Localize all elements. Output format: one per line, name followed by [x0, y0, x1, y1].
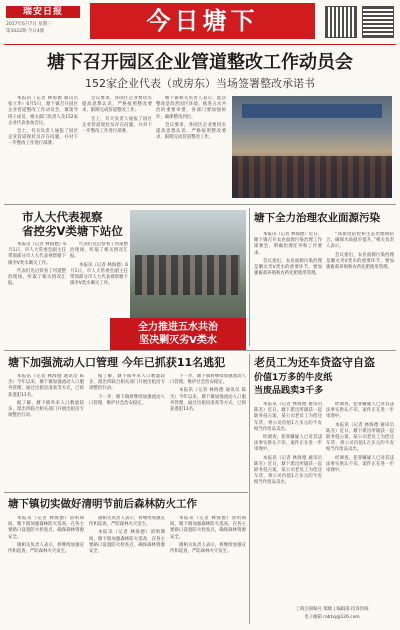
elderly-paragraph: 经调查，犯罪嫌疑人已对其违法事实供认不讳，案件正在进一步审理中。	[254, 435, 322, 453]
agri-paragraph: 会议指出，农业面源污染治理是剿灭劣Ⅴ类水的重要环节，要加强畜禽养殖和农药化肥使用管理。	[326, 252, 394, 271]
slogan-line: 坚决剿灭劣Ⅴ类水	[139, 335, 217, 346]
lead-paragraph: 会上，有关负责人通报了园区企业管道现状及存在问题，并对下一步整改工作进行部署。	[8, 129, 78, 147]
population-column-3	[170, 374, 246, 488]
population-column-2	[89, 374, 165, 488]
forest-column-2	[89, 516, 165, 622]
forest-column-1	[8, 516, 84, 622]
population-paragraph: 本报讯（记者 林海德 通讯员 陈杰）今年以来，塘下镇加强流动人口服务管理，通过出租房清查等方式，已抓获逃犯11名。	[170, 388, 246, 413]
lead-column-1	[8, 96, 78, 198]
npc-column-1	[8, 242, 66, 344]
forest-paragraph: 本报讯（记者 林海德）清明期间，塘下镇加强森林防火巡查，在各主要路口设置防火检查点，确保森林资源安全。	[170, 516, 246, 540]
column-divider	[249, 354, 250, 624]
slogan-line: 全力推进五水共治	[138, 322, 218, 333]
qr-code-icon	[325, 6, 357, 38]
forest-paragraph: 镇相关负责人表示，将继续加强宣传和巡查，严防森林火灾发生。	[89, 516, 165, 528]
footer-contact: 工商注册编号 瑞塘 | 编辑部 投诉热线	[295, 607, 369, 612]
elderly-paragraph: 本报讯（记者 林海德 通讯员 陈杰）近日，塘下派出所破获一起职务侵占案，某公司老员工为偿还车贷，将公司价值1万多元的牛皮纸当作废品卖出。	[254, 402, 322, 432]
npc-paragraph: 本报讯（记者 林海德）6月1日，市人大常委会副主任带领部分市人大代表视察塘下镇劣Ⅴ类水剿灭工作。	[70, 262, 128, 287]
elderly-headline-line1: 老员工为还车贷盗守自盗	[254, 356, 375, 369]
section-divider	[4, 350, 396, 351]
section-divider	[4, 204, 396, 205]
date-line: 2017年6月7日 星期三	[6, 22, 52, 27]
masthead-divider	[4, 44, 396, 45]
elderly-paragraph: 经调查，犯罪嫌疑人已对其违法事实供认不讳，案件正在进一步审理中。	[326, 455, 394, 474]
forest-paragraph: 本报讯（记者 林海德）清明期间，塘下镇加强森林防火巡查，在各主要路口设置防火检查点，确保森林资源安全。	[8, 516, 84, 540]
elderly-paragraph: 经调查，犯罪嫌疑人已对其违法事实供认不讳，案件正在进一步审理中。	[326, 402, 394, 420]
footer-email: 电子邮箱 rabtxj@126.com	[304, 615, 360, 620]
npc-column-2	[70, 242, 128, 297]
meeting-photo	[232, 96, 392, 198]
npc-paragraph: 本报讯（记者 林海德）6月1日，市人大常委会副主任带领部分市人大代表视察塘下镇劣Ⅴ类水剿灭工作。	[8, 242, 66, 266]
lead-paragraph: 本报讯（记者 林海德 通讯员 张立华）6月5日，塘下镇召开园区企业管道整改工作动员会，镇领导班子成员、相关部门负责人及152家企业代表参加会议。	[8, 96, 78, 126]
population-paragraph: 本报讯（记者 林海德 通讯员 陈杰）今年以来，塘下镇加强流动人口服务管理，通过出租房清查等方式，已抓获逃犯11名。	[8, 374, 84, 398]
elderly-column-2	[326, 402, 394, 606]
npc-paragraph: 代表们先后察看了河道整治现场，听取了相关情况汇报。	[8, 268, 66, 287]
forest-paragraph: 镇相关负责人表示，将继续加强宣传和巡查，严防森林火灾发生。	[170, 542, 246, 555]
masthead	[0, 0, 400, 44]
forest-paragraph: 本报讯（记者 林海德）清明期间，塘下镇加强森林防火巡查，在各主要路口设置防火检查点，确保森林资源安全。	[89, 530, 165, 555]
lead-column-2	[82, 96, 152, 198]
population-paragraph: 下一步，塘下镇将继续加强流动人口管理，维护社会治安稳定。	[89, 394, 165, 406]
population-paragraph: 下一步，塘下镇将继续加强流动人口管理，维护社会治安稳定。	[170, 374, 246, 386]
issue-line: 第3022期 今日4版	[6, 29, 45, 34]
population-paragraph: 据了解，塘下镇外来人口数量较多，派出所联合相关部门开展出租房专项整治行动。	[8, 400, 84, 419]
agri-column-1	[254, 232, 322, 346]
elderly-headline-line2: 价值1万多的牛皮纸	[254, 373, 333, 383]
elderly-paragraph: 本报讯（记者 林海德 通讯员 陈杰）近日，塘下派出所破获一起职务侵占案，某公司老员工为偿还车贷，将公司价值1万多元的牛皮纸当作废品卖出。	[254, 455, 322, 486]
lead-paragraph: 会议要求，各园区企业要切实提高思想认识，严格按照整改要求，限期完成管道整改工作。	[156, 122, 226, 141]
column-divider	[249, 208, 250, 346]
agri-column-2	[326, 232, 394, 346]
section-title: 今日塘下	[146, 7, 259, 35]
npc-headline-line1: 市人大代表视察	[22, 210, 103, 224]
lead-headline: 塘下召开园区企业管道整改工作动员会	[47, 52, 353, 73]
footer-box	[272, 606, 392, 624]
lead-paragraph: 塘下镇相关负责人表示，此次整改是改善园区环境、推进五水共治的重要举措，各部门要加强协作，确保整改到位。	[156, 96, 226, 120]
elderly-column-1	[254, 402, 322, 606]
lead-paragraph: 会上，有关负责人通报了园区企业管道现状及存在问题，并对下一步整改工作进行部署。	[82, 116, 152, 135]
agri-headline: 塘下全力治理农业面源污染	[254, 212, 380, 224]
population-paragraph: 据了解，塘下镇外来人口数量较多，派出所联合相关部门开展出租房专项整治行动。	[89, 374, 165, 392]
npc-headline-line2: 省控劣Ⅴ类塘下站位	[22, 224, 123, 238]
lead-column-3	[156, 96, 226, 198]
section-divider	[4, 492, 248, 493]
npc-paragraph: 代表们先后察看了河道整治现场，听取了相关情况汇报。	[70, 242, 128, 260]
forest-headline: 塘下镇切实做好清明节前后森林防火工作	[8, 498, 197, 510]
lead-paragraph: 会议要求，各园区企业要切实提高思想认识，严格按照整改要求，限期完成管道整改工作。	[82, 96, 152, 114]
forest-paragraph: 镇相关负责人表示，将继续加强宣传和巡查，严防森林火灾发生。	[8, 542, 84, 555]
forest-column-3	[170, 516, 246, 622]
section-banner	[90, 3, 315, 39]
population-headline: 塘下加强流动人口管理 今年已抓获11名逃犯	[8, 356, 226, 369]
lead-subheadline: 152家企业代表（或房东）当场签署整改承诺书	[85, 77, 315, 90]
slogan-banner	[110, 318, 246, 350]
qr-code-icon	[362, 6, 394, 38]
population-column-1	[8, 374, 84, 488]
agri-paragraph: 本报讯（记者 林海德）近日，塘下镇召开农业面源污染治理工作部署会，明确治理任务和工作要求。	[254, 232, 322, 256]
newspaper-logo: 瑞安日报	[6, 6, 80, 18]
elderly-headline-line3: 当废品践卖3千多	[254, 386, 324, 396]
elderly-paragraph: 本报讯（记者 林海德 通讯员 陈杰）近日，塘下派出所破获一起职务侵占案，某公司老员工为偿还车贷，将公司价值1万多元的牛皮纸当作废品卖出。	[326, 422, 394, 453]
agri-paragraph: 会议指出，农业面源污染治理是剿灭劣Ⅴ类水的重要环节，要加强畜禽养殖和农药化肥使用管理。	[254, 258, 322, 277]
agri-paragraph: “高密度防控和生态治理相结合，确保水质稳步提升。”相关负责人表示。	[326, 232, 394, 250]
